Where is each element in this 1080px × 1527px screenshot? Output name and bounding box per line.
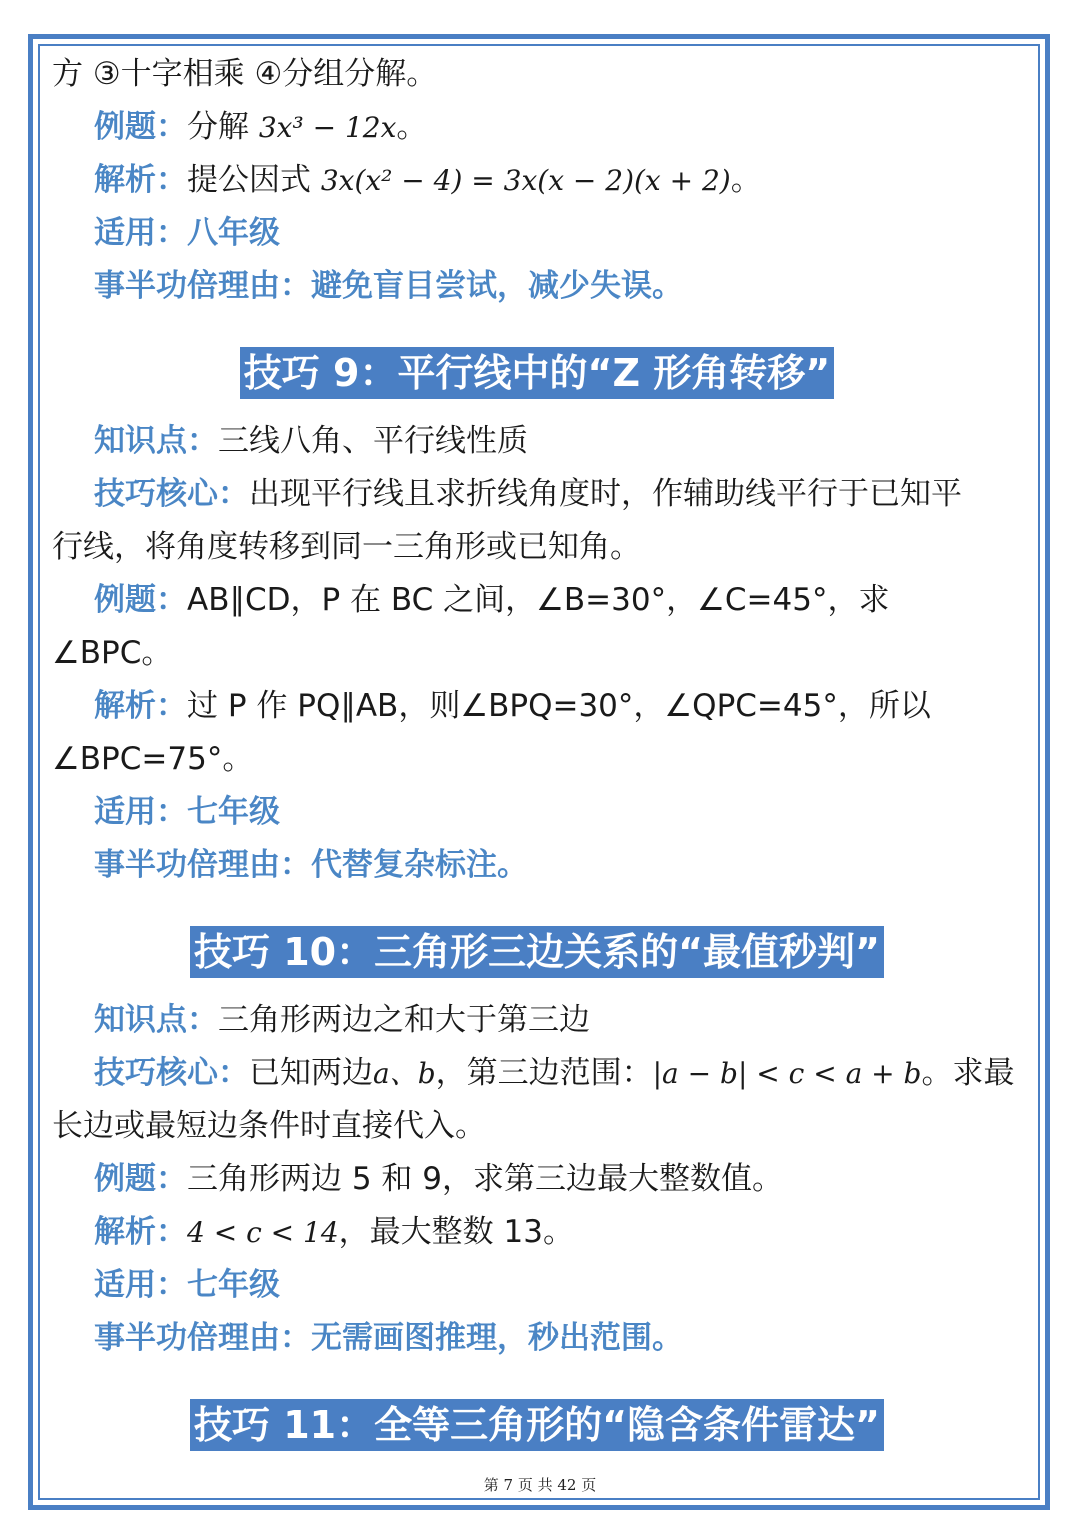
tip10-knowledge	[52, 994, 1022, 1047]
knowledge-value: 三角形两边之和大于第三边	[218, 1002, 590, 1038]
tip8-reason	[52, 260, 1022, 313]
grade-value: 七年级	[187, 1267, 280, 1303]
reason-label: 事半功倍理由：	[94, 268, 311, 304]
knowledge-label: 知识点：	[94, 1002, 218, 1038]
tip10-heading-row	[52, 926, 1022, 978]
tip11-heading-row	[52, 1399, 1022, 1451]
core-line1: 出现平行线且求折线角度时，作辅助线平行于已知平	[249, 476, 962, 512]
analysis-formula: 3x(x² − 4) = 3x(x − 2)(x + 2)	[320, 164, 731, 197]
tip8-example	[52, 101, 1022, 154]
knowledge-label: 知识点：	[94, 423, 218, 459]
analysis-end: 。	[730, 162, 762, 198]
page-footer: 第 7 页 共 42 页	[483, 1476, 597, 1494]
continued-text: 方 ③十字相乘 ④分组分解。	[52, 56, 438, 92]
analysis-line1: 过 P 作 PQ∥AB，则∠BPQ=30°，∠QPC=45°，所以	[187, 688, 931, 724]
analysis-label: 解析：	[94, 162, 187, 198]
reason-value: 无需画图推理，秒出范围。	[311, 1320, 683, 1356]
tip10-analysis	[52, 1206, 1022, 1259]
core-text3: 。求最	[921, 1055, 1015, 1091]
tip9-example-cont: ∠BPC。	[52, 635, 173, 671]
tip10-core-cont: 长边或最短边条件时直接代入。	[52, 1108, 486, 1144]
core-label: 技巧核心：	[94, 476, 249, 512]
example-text: 分解	[187, 109, 259, 145]
grade-label: 适用：	[94, 215, 187, 251]
analysis-label: 解析：	[94, 688, 187, 724]
knowledge-value: 三线八角、平行线性质	[218, 423, 528, 459]
core-text1: 已知两边	[249, 1055, 373, 1091]
example-label: 例题：	[94, 1161, 187, 1197]
tip9-example	[52, 574, 1022, 627]
core-label: 技巧核心：	[94, 1055, 249, 1091]
tip9-knowledge	[52, 415, 1022, 468]
tip9-core-cont: 行线，将角度转移到同一三角形或已知角。	[52, 529, 641, 565]
tip10-core	[52, 1047, 1022, 1100]
tip10-reason	[52, 1312, 1022, 1365]
page-content	[52, 48, 1022, 1451]
tip9-analysis	[52, 680, 1022, 733]
reason-value: 避免盲目尝试，减少失误。	[311, 268, 683, 304]
tip10-example	[52, 1153, 1022, 1206]
tip9-grade	[52, 786, 1022, 839]
tip9-analysis-cont: ∠BPC=75°。	[52, 741, 254, 777]
reason-value: 代替复杂标注。	[311, 847, 528, 883]
example-line1: AB∥CD，P 在 BC 之间，∠B=30°，∠C=45°，求	[187, 582, 890, 618]
tip8-analysis	[52, 154, 1022, 207]
analysis-formula: 4 < c < 14	[187, 1216, 339, 1249]
example-formula: 3x³ − 12x	[258, 111, 397, 144]
tip9-heading: 技巧 9：平行线中的“Z 形角转移”	[240, 347, 834, 399]
reason-label: 事半功倍理由：	[94, 847, 311, 883]
analysis-label: 解析：	[94, 1214, 187, 1250]
example-end: 。	[396, 109, 428, 145]
analysis-text: ，最大整数 13。	[338, 1214, 574, 1250]
tip10-grade	[52, 1259, 1022, 1312]
reason-label: 事半功倍理由：	[94, 1320, 311, 1356]
core-formula1: a、b	[373, 1057, 436, 1090]
example-label: 例题：	[94, 109, 187, 145]
tip9-core	[52, 468, 1022, 521]
tip11-heading: 技巧 11：全等三角形的“隐含条件雷达”	[190, 1399, 884, 1451]
tip10-heading: 技巧 10：三角形三边关系的“最值秒判”	[190, 926, 884, 978]
tip9-reason	[52, 839, 1022, 892]
grade-value: 七年级	[187, 794, 280, 830]
example-label: 例题：	[94, 582, 187, 618]
grade-label: 适用：	[94, 1267, 187, 1303]
tip8-grade	[52, 207, 1022, 260]
core-formula2: |a − b| < c < a + b	[652, 1057, 922, 1090]
grade-value: 八年级	[187, 215, 280, 251]
core-text2: ，第三边范围：	[435, 1055, 653, 1091]
tip9-heading-row	[52, 347, 1022, 399]
grade-label: 适用：	[94, 794, 187, 830]
analysis-text: 提公因式	[187, 162, 321, 198]
example-value: 三角形两边 5 和 9，求第三边最大整数值。	[187, 1161, 784, 1197]
